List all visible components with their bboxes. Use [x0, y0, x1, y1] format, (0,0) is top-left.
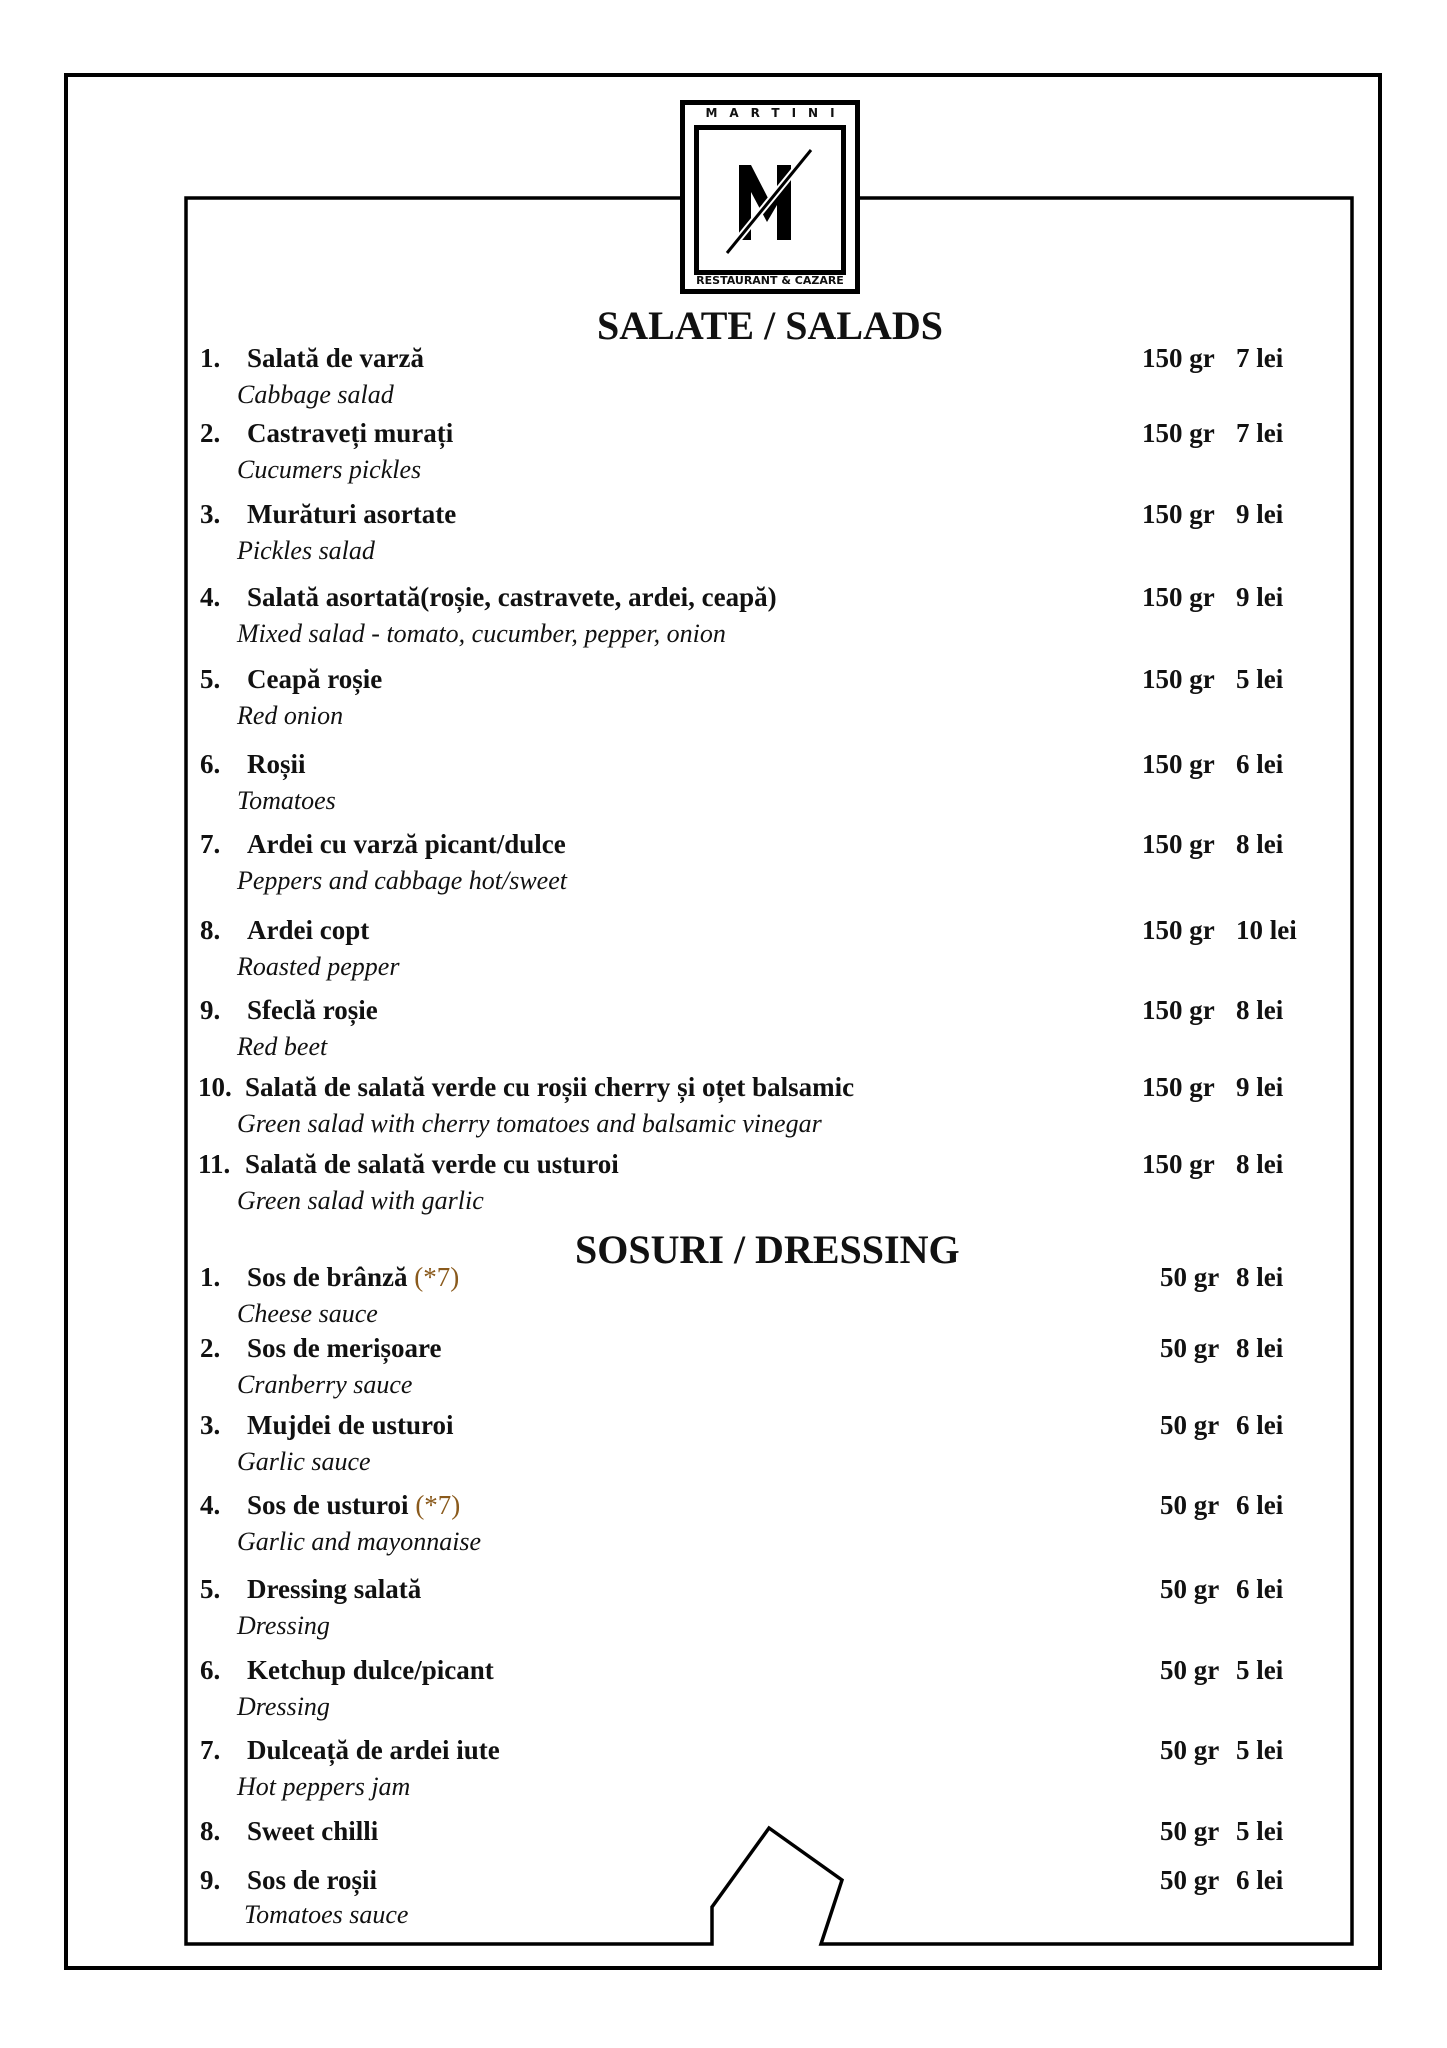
item-description: Roasted pepper — [237, 952, 400, 981]
item-number: 3. — [200, 1410, 221, 1440]
item-name-text: Sos de merișoare — [247, 1333, 442, 1363]
item-name — [247, 1264, 459, 1291]
item-name — [247, 501, 456, 528]
menu-item — [0, 1867, 1447, 1947]
item-name-text: Salată asortată(roșie, castravete, ardei, ceapă) — [247, 582, 777, 612]
item-name-text: Murături asortate — [247, 499, 457, 529]
item-description: Cranberry sauce — [237, 1370, 413, 1399]
menu-item — [0, 1576, 1447, 1656]
item-description: Garlic and mayonnaise — [237, 1527, 482, 1556]
section-title-salads: SALATE / SALADS — [597, 303, 944, 348]
item-price: 8 lei — [1236, 1149, 1284, 1179]
menu-item — [0, 1335, 1447, 1415]
item-quantity: 50 gr — [1160, 1655, 1220, 1685]
item-number: 7. — [200, 1735, 221, 1765]
item-quantity: 50 gr — [1160, 1735, 1220, 1765]
item-quantity: 50 gr — [1160, 1490, 1220, 1520]
menu-item — [0, 917, 1447, 997]
item-name-text: Sos de usturoi — [247, 1490, 409, 1520]
item-name-text: Castraveți murați — [247, 418, 454, 448]
item-name — [247, 917, 369, 944]
item-description: Peppers and cabbage hot/sweet — [237, 866, 567, 895]
item-quantity: 150 gr — [1142, 343, 1215, 373]
item-quantity: 50 gr — [1160, 1262, 1220, 1292]
menu-item — [0, 420, 1447, 500]
item-number: 8. — [200, 1816, 221, 1846]
item-name-text: Salată de salată verde cu roșii cherry și oțet balsamic — [245, 1072, 855, 1102]
item-description: Tomatoes — [237, 786, 336, 815]
item-quantity: 150 gr — [1142, 499, 1215, 529]
logo-bottom-text: RESTAURANT & CAZARE — [696, 274, 844, 287]
item-number: 10. — [198, 1072, 232, 1102]
item-name — [245, 1074, 854, 1101]
item-name-text: Sfeclă roșie — [247, 995, 378, 1025]
menu-item — [0, 1412, 1447, 1492]
item-price: 6 lei — [1236, 749, 1284, 779]
item-name-text: Sos de roșii — [247, 1865, 378, 1895]
item-description: Tomatoes sauce — [244, 1900, 409, 1929]
item-number: 2. — [200, 418, 221, 448]
item-price: 5 lei — [1236, 1735, 1284, 1765]
item-number: 4. — [200, 1490, 221, 1520]
item-description: Pickles salad — [237, 536, 375, 565]
item-name-text: Salată de salată verde cu usturoi — [245, 1149, 619, 1179]
item-number: 6. — [200, 1655, 221, 1685]
item-number: 1. — [200, 1262, 221, 1292]
item-price: 6 lei — [1236, 1410, 1284, 1440]
item-name — [247, 1576, 421, 1603]
menu-item — [0, 1074, 1447, 1154]
item-name — [247, 997, 378, 1024]
item-description: Dressing — [237, 1611, 330, 1640]
item-name-text: Ardei cu varză picant/dulce — [247, 829, 566, 859]
item-description: Hot peppers jam — [237, 1772, 411, 1801]
item-name — [247, 345, 424, 372]
item-price: 9 lei — [1236, 1072, 1284, 1102]
item-price: 7 lei — [1236, 343, 1284, 373]
item-name-text: Roșii — [247, 749, 306, 779]
item-description: Cheese sauce — [237, 1299, 378, 1328]
item-number: 3. — [200, 499, 221, 529]
logo-monogram-icon — [699, 130, 841, 270]
menu-item — [0, 997, 1447, 1077]
menu-item — [0, 1657, 1447, 1737]
item-description: Red onion — [237, 701, 344, 730]
item-name — [245, 1151, 619, 1178]
item-number: 2. — [200, 1333, 221, 1363]
menu-item — [0, 831, 1447, 911]
menu-item — [0, 666, 1447, 746]
item-number: 5. — [200, 1574, 221, 1604]
logo — [680, 100, 860, 294]
item-price: 8 lei — [1236, 1262, 1284, 1292]
item-quantity: 150 gr — [1142, 418, 1215, 448]
item-quantity: 150 gr — [1142, 749, 1215, 779]
item-number: 9. — [200, 1865, 221, 1895]
item-name-text: Mujdei de usturoi — [247, 1410, 454, 1440]
item-name-text: Sweet chilli — [247, 1816, 379, 1846]
item-price: 5 lei — [1236, 1816, 1284, 1846]
item-number: 1. — [200, 343, 221, 373]
item-name — [247, 1657, 494, 1684]
item-quantity: 150 gr — [1142, 582, 1215, 612]
item-price: 8 lei — [1236, 1333, 1284, 1363]
item-name-text: Sos de brânză — [247, 1262, 408, 1292]
item-price: 9 lei — [1236, 582, 1284, 612]
item-price: 5 lei — [1236, 1655, 1284, 1685]
item-description: Green salad with garlic — [237, 1186, 484, 1215]
item-quantity: 150 gr — [1142, 664, 1215, 694]
item-quantity: 150 gr — [1142, 915, 1215, 945]
menu-item — [0, 584, 1447, 664]
item-name — [247, 1737, 500, 1764]
item-description: Mixed salad - tomato, cucumber, pepper, onion — [237, 619, 726, 648]
item-name-text: Dressing salată — [247, 1574, 422, 1604]
menu-item — [0, 501, 1447, 581]
item-name — [247, 751, 306, 778]
item-quantity: 50 gr — [1160, 1816, 1220, 1846]
item-quantity: 50 gr — [1160, 1410, 1220, 1440]
item-name — [247, 1412, 454, 1439]
allergen-note: (*7) — [415, 1490, 461, 1520]
item-name — [247, 1492, 460, 1519]
item-quantity: 150 gr — [1142, 829, 1215, 859]
section-title-dressings: SOSURI / DRESSING — [575, 1227, 960, 1272]
item-number: 7. — [200, 829, 221, 859]
item-price: 5 lei — [1236, 664, 1284, 694]
allergen-note: (*7) — [414, 1262, 460, 1292]
item-quantity: 150 gr — [1142, 1149, 1215, 1179]
item-price: 7 lei — [1236, 418, 1284, 448]
item-number: 6. — [200, 749, 221, 779]
item-name-text: Ketchup dulce/picant — [247, 1655, 494, 1685]
item-name-text: Dulceață de ardei iute — [247, 1735, 500, 1765]
menu-item — [0, 1264, 1447, 1344]
item-quantity: 150 gr — [1142, 1072, 1215, 1102]
item-quantity: 50 gr — [1160, 1574, 1220, 1604]
item-quantity: 150 gr — [1142, 995, 1215, 1025]
item-quantity: 50 gr — [1160, 1333, 1220, 1363]
menu-item — [0, 345, 1447, 425]
item-name-text: Salată de varză — [247, 343, 424, 373]
item-price: 8 lei — [1236, 829, 1284, 859]
item-name — [247, 831, 566, 858]
item-number: 8. — [200, 915, 221, 945]
item-price: 6 lei — [1236, 1490, 1284, 1520]
item-description: Garlic sauce — [237, 1447, 371, 1476]
item-name — [247, 1818, 378, 1845]
item-name — [247, 1335, 441, 1362]
item-name — [247, 420, 453, 447]
item-number: 4. — [200, 582, 221, 612]
item-name — [247, 584, 777, 611]
item-description: Red beet — [237, 1032, 328, 1061]
item-name-text: Ardei copt — [247, 915, 370, 945]
menu-item — [0, 1737, 1447, 1817]
item-name — [247, 1867, 377, 1894]
menu-item — [0, 751, 1447, 831]
item-quantity: 50 gr — [1160, 1865, 1220, 1895]
logo-monogram-frame — [694, 125, 846, 275]
item-price: 6 lei — [1236, 1865, 1284, 1895]
item-description: Cucumers pickles — [237, 455, 422, 484]
menu-item — [0, 1151, 1447, 1231]
item-number: 11. — [198, 1149, 231, 1179]
item-price: 10 lei — [1236, 915, 1297, 945]
item-description: Cabbage salad — [237, 380, 394, 409]
menu-item — [0, 1492, 1447, 1572]
item-description: Green salad with cherry tomatoes and balsamic vinegar — [237, 1109, 822, 1138]
item-price: 9 lei — [1236, 499, 1284, 529]
item-number: 5. — [200, 664, 221, 694]
item-number: 9. — [200, 995, 221, 1025]
item-name-text: Ceapă roșie — [247, 664, 383, 694]
item-price: 6 lei — [1236, 1574, 1284, 1604]
item-name — [247, 666, 382, 693]
logo-top-text: MARTINI — [705, 106, 847, 120]
item-price: 8 lei — [1236, 995, 1284, 1025]
item-description: Dressing — [237, 1692, 330, 1721]
